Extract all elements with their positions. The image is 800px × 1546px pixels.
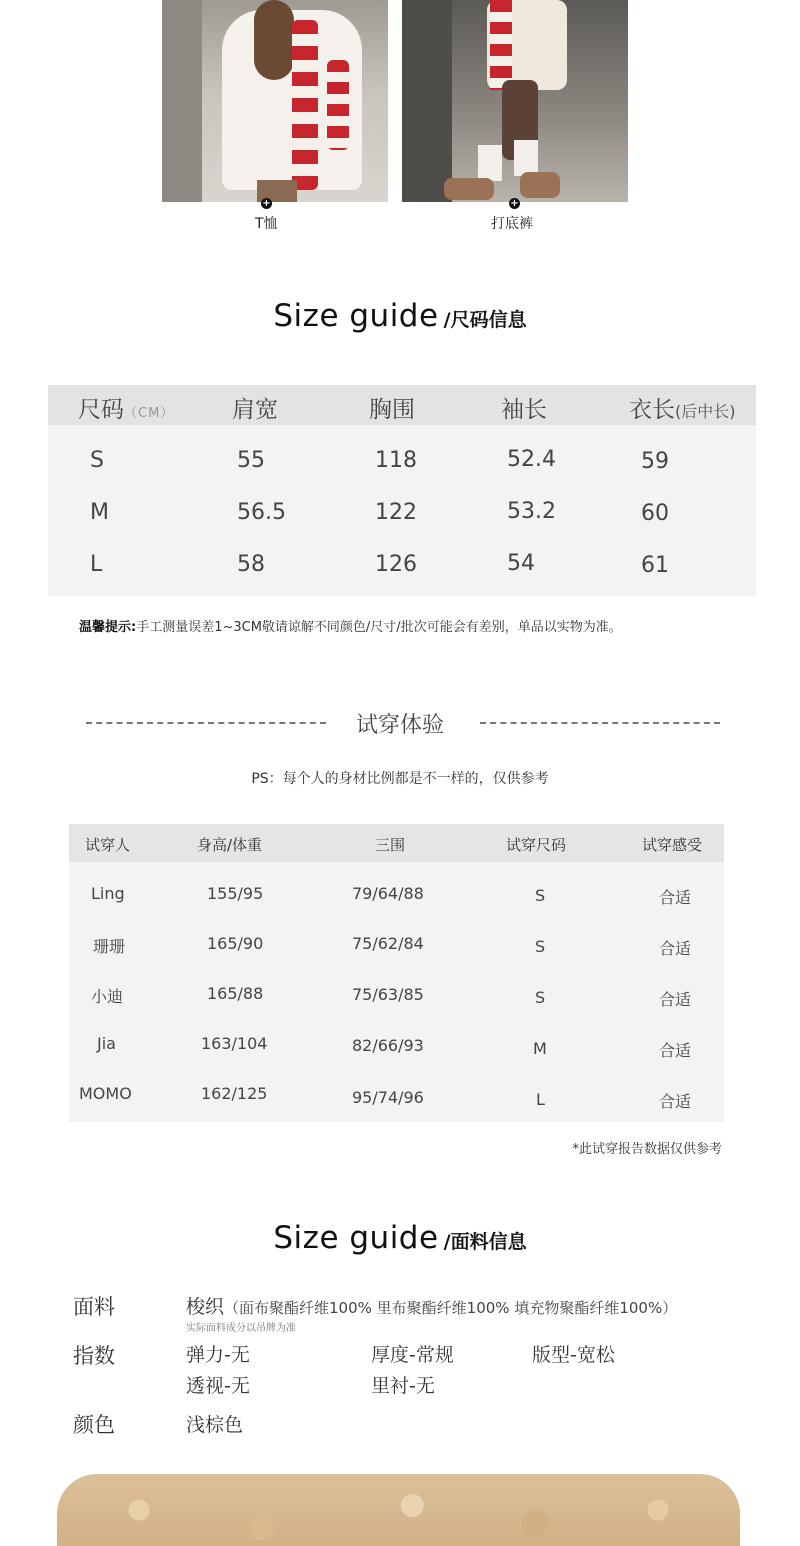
size-col-length [629,391,736,424]
tip-text: 手工测量误差1~3CM敬请谅解不同颜色/尺寸/批次可能会有差别，单品以实物为准。 [136,620,622,635]
leg-warmer-shape [478,145,502,181]
wall-shape [162,0,202,202]
try-cell: S [535,886,546,905]
size-cell: 126 [375,552,417,577]
outfit-photo-leggings [402,0,628,202]
try-cell: 165/88 [207,984,264,1003]
size-cell: 118 [375,448,417,473]
try-cell: 82/66/93 [352,1036,424,1055]
leg-warmer-shape [514,140,538,176]
try-on-table [69,824,724,1122]
boot-shape [520,172,560,198]
size-cell: S [90,448,104,473]
boot-shape [444,178,494,200]
try-on-note: *此试穿报告数据仅供参考 [572,1142,722,1157]
try-on-title: 试穿体验 [355,713,444,738]
plus-icon: + [510,198,519,209]
fabric-index-label: 指数 [73,1344,115,1368]
try-cell: 79/64/88 [352,884,424,903]
size-cell: 56.5 [237,500,286,525]
try-cell: 合适 [659,1041,692,1060]
striped-scarf-end-shape [327,60,349,150]
fabric-index-transparency: 透视-无 [186,1375,250,1397]
fabric-index-lining: 里衬-无 [371,1375,435,1397]
fabric-color-value: 浅棕色 [186,1414,244,1436]
fabric-material-note: 实际面料成分以吊牌为准 [186,1323,296,1334]
fabric-material-label: 面料 [73,1295,115,1319]
try-cell: 合适 [659,990,692,1009]
try-cell: 珊珊 [93,937,126,956]
col-note: (后中长) [675,402,736,421]
col-label: 衣长 [629,397,675,423]
striped-scarf-shape [490,0,512,90]
fabric-color-label: 颜色 [73,1413,115,1437]
fabric-material-value [186,1292,677,1319]
try-cell: 75/62/84 [352,934,424,953]
try-cell: Ling [91,884,125,903]
try-cell: MOMO [79,1084,132,1103]
size-col-chest: 胸围 [369,397,415,423]
hair-shape [254,0,294,80]
try-cell: S [535,988,546,1007]
size-guide-subtitle: /尺码信息 [443,309,527,331]
size-cell: 55 [237,448,265,473]
size-cell: 52.4 [507,447,556,472]
col-label: 尺码 [78,397,124,423]
try-col-size: 试穿尺码 [506,836,567,854]
try-col-person: 试穿人 [85,836,131,854]
size-cell: 60 [641,501,669,526]
try-cell: M [533,1039,547,1058]
size-cell: 58 [237,552,265,577]
try-col-height-weight: 身高/体重 [197,836,263,854]
try-cell: 合适 [659,1092,692,1111]
size-col-shoulder: 肩宽 [232,397,278,423]
try-col-measurements: 三围 [375,836,406,854]
tip-label: 温馨提示: [79,620,137,635]
size-table [48,385,756,596]
outfit-photo-tshirt [162,0,388,202]
measurement-tip [79,616,622,635]
fabric-closeup-photo [57,1474,740,1546]
fabric-index-fit: 版型-宽松 [532,1344,615,1366]
divider-dashed-right [480,722,720,724]
try-cell: 165/90 [207,934,264,953]
size-cell: 53.2 [507,499,556,524]
size-cell: 59 [641,449,669,474]
fabric-heading [0,1220,800,1256]
try-cell: 163/104 [201,1034,268,1053]
try-cell: 162/125 [201,1084,268,1103]
outfit-label-tshirt: T恤 [255,216,278,232]
size-col-size [78,391,174,424]
fabric-title: Size guide [273,1220,439,1256]
try-cell: L [536,1090,545,1109]
try-cell: 75/63/85 [352,985,424,1004]
size-cell: 54 [507,551,535,576]
try-cell: S [535,937,546,956]
plus-icon: + [262,198,271,209]
doorway-shape [402,0,452,202]
size-guide-title: Size guide [273,298,439,334]
size-cell: 122 [375,500,417,525]
try-cell: 合适 [659,939,692,958]
col-unit: （CM） [124,406,175,421]
try-col-feeling: 试穿感受 [642,836,703,854]
size-cell: 61 [641,553,669,578]
size-guide-heading [0,298,800,334]
try-cell: Jia [97,1034,116,1053]
try-cell: 95/74/96 [352,1088,424,1107]
size-col-sleeve: 袖长 [501,397,547,423]
fabric-index-thickness: 厚度-常规 [371,1344,454,1366]
size-cell: L [90,552,103,577]
fabric-index-stretch: 弹力-无 [186,1344,250,1366]
try-cell: 合适 [659,888,692,907]
size-cell: M [90,500,109,525]
try-on-ps: PS：每个人的身材比例都是不一样的，仅供参考 [251,771,549,787]
fabric-subtitle: /面料信息 [443,1231,527,1253]
outfit-label-leggings: 打底裤 [491,216,533,232]
try-cell: 155/95 [207,884,264,903]
try-cell: 小迪 [91,987,124,1006]
material-detail: （面布聚酯纤维100% 里布聚酯纤维100% 填充物聚酯纤维100%） [224,1299,678,1317]
material-value: 梭织 [186,1296,225,1318]
striped-scarf-shape [292,20,318,190]
